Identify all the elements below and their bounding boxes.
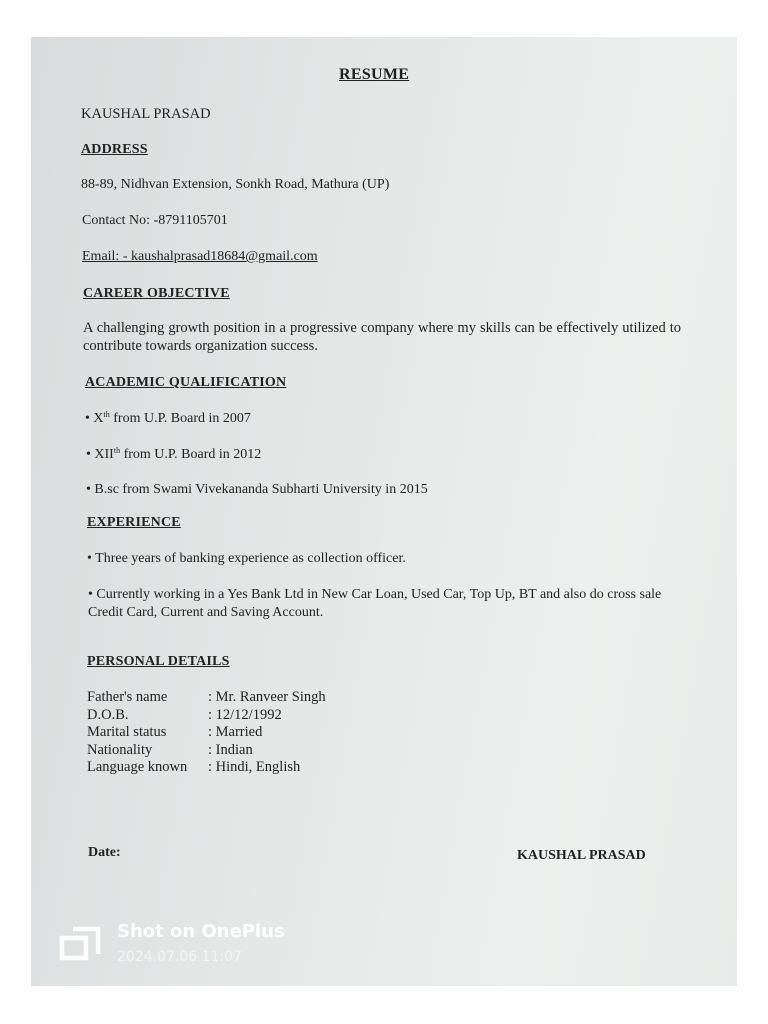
detail-value: : Married	[208, 724, 263, 741]
email-line: Email: - kaushalprasad18684@gmail.com	[82, 249, 318, 264]
detail-label: Language known	[87, 759, 188, 776]
career-objective-heading: CAREER OBJECTIVE	[83, 286, 230, 301]
personal-detail-row	[87, 707, 326, 725]
address-heading: ADDRESS	[81, 142, 148, 157]
personal-details-table	[87, 689, 326, 777]
date-label: Date:	[88, 845, 121, 860]
detail-value: : Hindi, English	[208, 759, 301, 776]
experience-heading: EXPERIENCE	[87, 515, 181, 530]
detail-label: Father's name	[87, 689, 168, 705]
academic-item-12th: • XIIth from U.P. Board in 2012	[86, 446, 262, 462]
resume-page	[31, 37, 737, 986]
detail-label: D.O.B.	[87, 706, 129, 723]
experience-item: • Three years of banking experience as collection officer.	[87, 551, 406, 566]
contact-number: Contact No: -8791105701	[82, 213, 228, 228]
detail-value: : 12/12/1992	[208, 706, 282, 723]
academic-heading: ACADEMIC QUALIFICATION	[85, 375, 287, 390]
academic-item-10th: • Xth from U.P. Board in 2007	[85, 410, 251, 426]
academic-item-bsc: • B.sc from Swami Vivekananda Subharti University in 2015	[86, 482, 428, 497]
detail-label: Nationality	[87, 741, 153, 758]
personal-details-heading: PERSONAL DETAILS	[87, 654, 230, 669]
career-objective-text: A challenging growth position in a progressive company where my skills can be effectively utilized to contribute towards organization success.	[83, 320, 681, 354]
personal-detail-row	[87, 742, 326, 760]
experience-item: • Currently working in a Yes Bank Ltd in New Car Loan, Used Car, Top Up, BT and also do cross sale Credit Card, Current and Saving Account.	[88, 587, 662, 620]
address-line: 88-89, Nidhvan Extension, Sonkh Road, Mathura (UP)	[81, 177, 390, 192]
detail-value: : Mr. Ranveer Singh	[208, 689, 326, 705]
personal-detail-row	[87, 689, 326, 707]
signature-name: KAUSHAL PRASAD	[517, 848, 646, 863]
oneplus-camera-icon	[59, 926, 101, 962]
watermark-timestamp: 2024.07.06 11:07	[117, 949, 242, 965]
detail-value: : Indian	[208, 741, 253, 758]
detail-label: Marital status	[87, 724, 167, 741]
resume-title: RESUME	[339, 66, 410, 83]
watermark-text: Shot on OnePlus	[117, 921, 285, 942]
personal-detail-row	[87, 724, 326, 742]
personal-detail-row	[87, 759, 326, 777]
candidate-name: KAUSHAL PRASAD	[81, 106, 211, 122]
